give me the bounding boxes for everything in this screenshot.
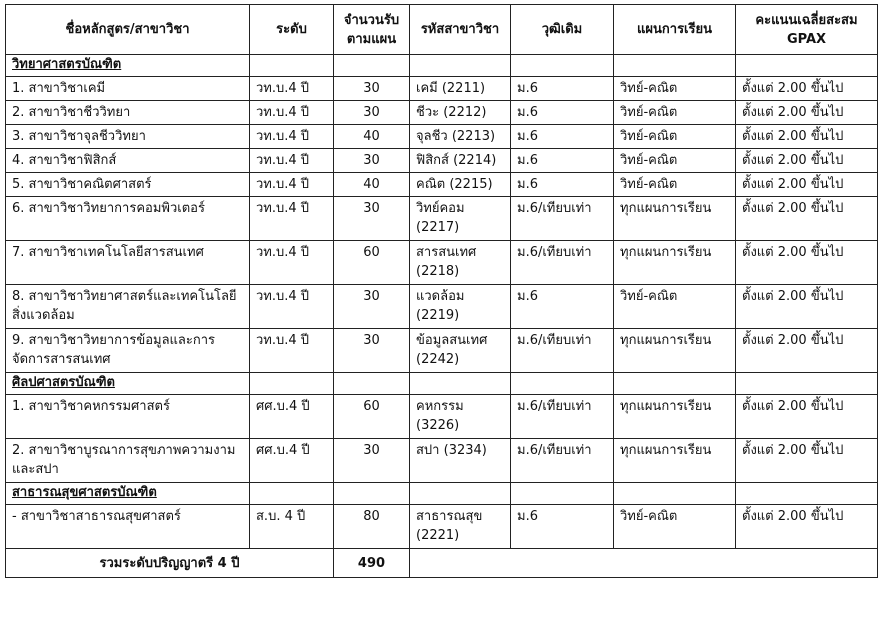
program-code: ชีวะ (2212) [410,101,511,125]
header-code: รหัสสาขาวิชา [410,5,511,55]
table-row [6,101,878,125]
program-quota: 30 [334,149,410,173]
program-level: ส.บ. 4 ปี [250,505,334,549]
program-quota: 60 [334,395,410,439]
program-name: 5. สาขาวิชาคณิตศาสตร์ [6,173,250,197]
program-code: จุลชีว (2213) [410,125,511,149]
table-row [6,329,878,373]
program-name: 7. สาขาวิชาเทคโนโลยีสารสนเทศ [6,241,250,285]
program-level: วท.บ.4 ปี [250,173,334,197]
empty-cell [511,373,614,395]
program-quota: 60 [334,241,410,285]
program-quota: 30 [334,439,410,483]
program-quota: 30 [334,285,410,329]
empty-cell [410,549,878,578]
program-plan: วิทย์-คณิต [614,125,736,149]
empty-cell [250,55,334,77]
program-level: วท.บ.4 ปี [250,101,334,125]
table-row [6,149,878,173]
program-gpax: ตั้งแต่ 2.00 ขึ้นไป [736,125,878,149]
program-level: วท.บ.4 ปี [250,197,334,241]
empty-cell [410,55,511,77]
section-title: ศิลปศาสตรบัณฑิต [6,373,250,395]
program-gpax: ตั้งแต่ 2.00 ขึ้นไป [736,101,878,125]
program-quota: 30 [334,101,410,125]
program-quota: 30 [334,197,410,241]
program-name: 4. สาขาวิชาฟิสิกส์ [6,149,250,173]
program-gpax: ตั้งแต่ 2.00 ขึ้นไป [736,149,878,173]
program-code: คหกรรม (3226) [410,395,511,439]
program-level: ศศ.บ.4 ปี [250,395,334,439]
program-code: คณิต (2215) [410,173,511,197]
program-quota: 30 [334,329,410,373]
program-plan: ทุกแผนการเรียน [614,439,736,483]
table-row [6,241,878,285]
section-header-row [6,373,878,395]
empty-cell [736,373,878,395]
program-plan: วิทย์-คณิต [614,173,736,197]
program-name: 8. สาขาวิชาวิทยาศาสตร์และเทคโนโลยีสิ่งแวดล้อม [6,285,250,329]
program-gpax: ตั้งแต่ 2.00 ขึ้นไป [736,77,878,101]
program-name: 6. สาขาวิชาวิทยาการคอมพิวเตอร์ [6,197,250,241]
program-gpax: ตั้งแต่ 2.00 ขึ้นไป [736,285,878,329]
empty-cell [736,483,878,505]
program-code: วิทย์คอม (2217) [410,197,511,241]
table-row [6,125,878,149]
program-plan: ทุกแผนการเรียน [614,197,736,241]
program-gpax: ตั้งแต่ 2.00 ขึ้นไป [736,439,878,483]
program-quota: 40 [334,173,410,197]
empty-cell [511,55,614,77]
program-gpax: ตั้งแต่ 2.00 ขึ้นไป [736,197,878,241]
program-qualification: ม.6 [511,77,614,101]
program-level: วท.บ.4 ปี [250,77,334,101]
program-qualification: ม.6/เทียบเท่า [511,197,614,241]
empty-cell [410,373,511,395]
program-qualification: ม.6 [511,125,614,149]
program-qualification: ม.6/เทียบเท่า [511,395,614,439]
header-gpax: คะแนนเฉลี่ยสะสม GPAX [736,5,878,55]
program-qualification: ม.6/เทียบเท่า [511,329,614,373]
program-name: 2. สาขาวิชาบูรณาการสุขภาพความงามและสปา [6,439,250,483]
program-quota: 30 [334,77,410,101]
program-name: 1. สาขาวิชาเคมี [6,77,250,101]
program-qualification: ม.6 [511,101,614,125]
section-title: วิทยาศาสตรบัณฑิต [6,55,250,77]
program-quota: 40 [334,125,410,149]
program-code: สารสนเทศ (2218) [410,241,511,285]
program-level: วท.บ.4 ปี [250,149,334,173]
header-plan: แผนการเรียน [614,5,736,55]
total-value: 490 [334,549,410,578]
empty-cell [410,483,511,505]
table-row [6,197,878,241]
program-level: ศศ.บ.4 ปี [250,439,334,483]
total-label: รวมระดับปริญญาตรี 4 ปี [6,549,334,578]
program-code: สาธารณสุข (2221) [410,505,511,549]
empty-cell [250,483,334,505]
program-plan: ทุกแผนการเรียน [614,329,736,373]
table-row [6,77,878,101]
empty-cell [334,483,410,505]
program-code: ข้อมูลสนเทศ (2242) [410,329,511,373]
program-plan: วิทย์-คณิต [614,77,736,101]
header-row [6,5,878,55]
program-gpax: ตั้งแต่ 2.00 ขึ้นไป [736,241,878,285]
header-quota: จำนวนรับตามแผน [334,5,410,55]
program-code: สปา (3234) [410,439,511,483]
header-qualification: วุฒิเดิม [511,5,614,55]
table-row [6,173,878,197]
program-plan: วิทย์-คณิต [614,101,736,125]
program-level: วท.บ.4 ปี [250,329,334,373]
section-title: สาธารณสุขศาสตรบัณฑิต [6,483,250,505]
table-row [6,439,878,483]
empty-cell [614,373,736,395]
empty-cell [511,483,614,505]
empty-cell [250,373,334,395]
program-plan: วิทย์-คณิต [614,285,736,329]
empty-cell [736,55,878,77]
program-qualification: ม.6 [511,173,614,197]
program-gpax: ตั้งแต่ 2.00 ขึ้นไป [736,329,878,373]
program-qualification: ม.6 [511,505,614,549]
section-header-row [6,483,878,505]
program-gpax: ตั้งแต่ 2.00 ขึ้นไป [736,173,878,197]
program-name: - สาขาวิชาสาธารณสุขศาสตร์ [6,505,250,549]
header-level: ระดับ [250,5,334,55]
program-name: 9. สาขาวิชาวิทยาการข้อมูลและการจัดการสารสนเทศ [6,329,250,373]
program-qualification: ม.6 [511,149,614,173]
table-row [6,395,878,439]
program-gpax: ตั้งแต่ 2.00 ขึ้นไป [736,505,878,549]
empty-cell [334,55,410,77]
table-row [6,505,878,549]
empty-cell [614,55,736,77]
header-name: ชื่อหลักสูตร/สาขาวิชา [6,5,250,55]
total-row [6,549,878,578]
program-code: ฟิสิกส์ (2214) [410,149,511,173]
program-name: 1. สาขาวิชาคหกรรมศาสตร์ [6,395,250,439]
empty-cell [614,483,736,505]
program-level: วท.บ.4 ปี [250,241,334,285]
empty-cell [334,373,410,395]
table-body [6,55,878,578]
program-name: 3. สาขาวิชาจุลชีววิทยา [6,125,250,149]
table-row [6,285,878,329]
program-table [5,4,878,578]
program-code: แวดล้อม (2219) [410,285,511,329]
program-gpax: ตั้งแต่ 2.00 ขึ้นไป [736,395,878,439]
section-header-row [6,55,878,77]
program-qualification: ม.6/เทียบเท่า [511,241,614,285]
program-plan: วิทย์-คณิต [614,505,736,549]
program-name: 2. สาขาวิชาชีววิทยา [6,101,250,125]
program-qualification: ม.6 [511,285,614,329]
program-level: วท.บ.4 ปี [250,285,334,329]
program-qualification: ม.6/เทียบเท่า [511,439,614,483]
program-plan: ทุกแผนการเรียน [614,395,736,439]
program-level: วท.บ.4 ปี [250,125,334,149]
program-plan: วิทย์-คณิต [614,149,736,173]
program-code: เคมี (2211) [410,77,511,101]
program-plan: ทุกแผนการเรียน [614,241,736,285]
program-quota: 80 [334,505,410,549]
